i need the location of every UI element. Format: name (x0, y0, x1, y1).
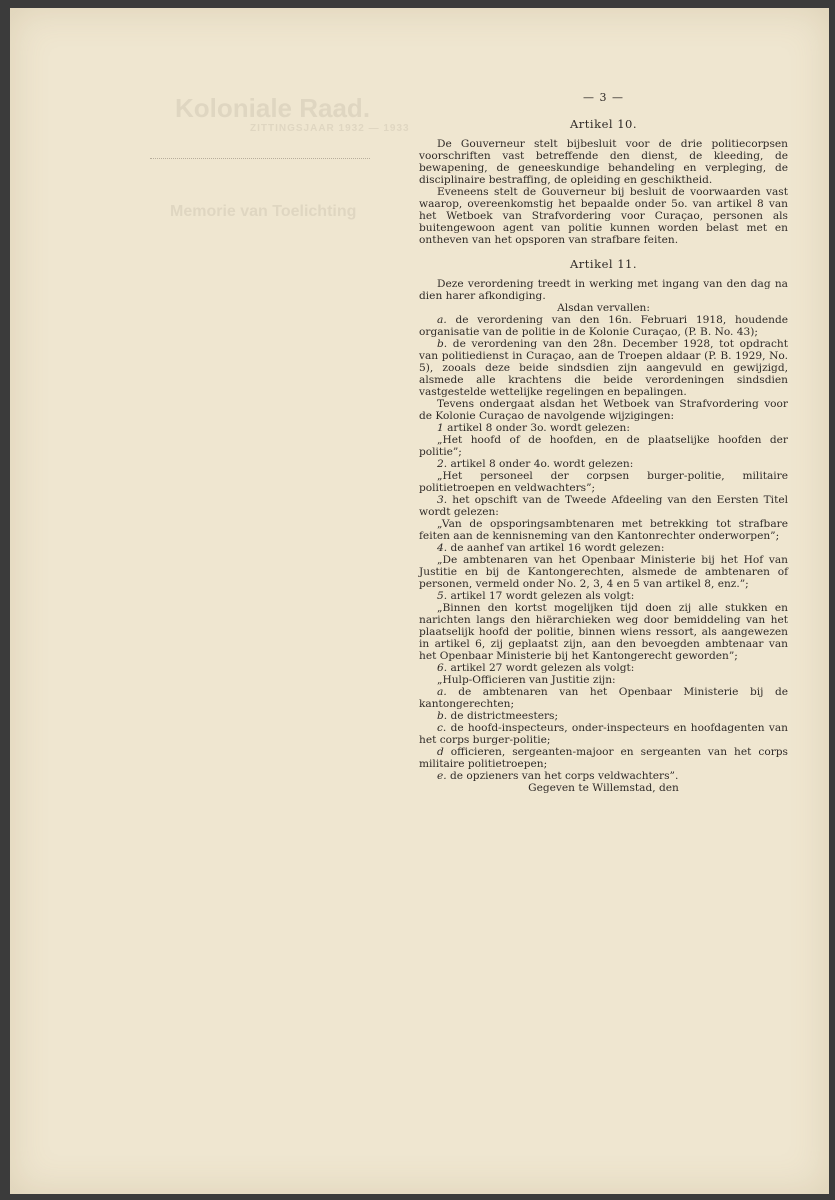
bleed-through-heading: Koloniale Raad. (175, 93, 371, 123)
vervallen-line: Alsdan vervallen: (557, 302, 650, 314)
item-marker: c. (437, 722, 447, 734)
list-item (419, 422, 788, 434)
sub-list-item (419, 770, 788, 782)
item-marker: 3. (437, 494, 448, 506)
item-marker: e. (437, 770, 447, 782)
item-text: de opzieners van het corps veldwachters”. (446, 770, 679, 782)
item-text: de hoofd-inspecteurs, onder-inspecteurs en hoofdagenten van het corps burger-politie; (419, 722, 788, 746)
item-marker: a. (437, 686, 447, 698)
item-text: de districtmeesters; (447, 710, 559, 722)
bleed-through-rule (150, 158, 370, 159)
article-10-paragraph-1: De Gouverneur stelt bijbesluit voor de drie politiecorpsen voorschriften vast betreffende den dienst, de kleeding, de bewapening, de geneeskundige behandeling en verpleging, de disciplinaire bestraffing, de opleiding en geschiktheid. (419, 138, 788, 186)
sub-list-item (419, 710, 788, 722)
tevens-paragraph: Tevens ondergaat alsdan het Wetboek van Strafvordering voor de Kolonie Curaçao de navolgende wijzigingen: (419, 398, 788, 422)
sub-list-item (419, 722, 788, 746)
page-number: — 3 — (583, 91, 624, 104)
item-marker: d (437, 746, 444, 758)
item-marker: b. (437, 338, 448, 350)
list-item (419, 662, 788, 674)
item-text: de ambtenaren van het Openbaar Ministerie bij de kantongerechten; (419, 686, 788, 710)
item-text: de verordening van den 28n. December 1928, tot opdracht van politiedienst in Curaçao, aan de Troepen aldaar (P. B. 1929, No. 5), zooals deze beide sindsdien zijn aangevuld en gewijzigd, alsmede alle krachtens die beide verordeningen sindsdien vastgestelde wettelijke regelingen en bepalingen. (419, 338, 788, 398)
item-text: artikel 27 wordt gelezen als volgt: (447, 662, 635, 674)
list-item (419, 458, 788, 470)
quoted-text: „Binnen den kortst mogelijken tijd doen zij alle stukken en narichten langs den hiërarchieken weg door bemiddeling van het plaatselijk hoofd der politie, binnen wiens ressort, als aangewezen in artikel 6, zij geplaatst zijn, aan den bevoegden ambtenaar van het Openbaar Ministerie bij het Kantongerecht geworden”; (419, 602, 788, 662)
item-marker: 6. (437, 662, 448, 674)
sub-list-item (419, 686, 788, 710)
bleed-through-title: Memorie van Toelichting (170, 203, 357, 220)
item-marker: 2. (437, 458, 448, 470)
item-marker: 4. (437, 542, 448, 554)
text-column (419, 92, 788, 794)
item-marker: 5. (437, 590, 448, 602)
closing-line: Gegeven te Willemstad, den (528, 782, 679, 794)
article-10-heading: Artikel 10. (570, 117, 637, 131)
quoted-text: „Het hoofd of de hoofden, en de plaatselijke hoofden der politie”; (419, 434, 788, 458)
item-text: de aanhef van artikel 16 wordt gelezen: (447, 542, 665, 554)
item-text: artikel 8 onder 3o. wordt gelezen: (443, 422, 630, 434)
item-text: artikel 17 wordt gelezen als volgt: (447, 590, 635, 602)
quoted-text: „De ambtenaren van het Openbaar Ministerie bij het Hof van Justitie en bij de Kantongerechten, alsmede de ambtenaren of personen, vermeld onder No. 2, 3, 4 en 5 van artikel 8, enz.”; (419, 554, 788, 590)
list-item (419, 338, 788, 398)
quoted-text: „Het personeel der corpsen burger-politie, militaire politietroepen en veldwachters”; (419, 470, 788, 494)
item-text: de verordening van den 16n. Februari 1918, houdende organisatie van de politie in de Kolonie Curaçao, (P. B. No. 43); (419, 314, 788, 338)
item-marker: 1 (437, 422, 444, 434)
item-marker: a. (437, 314, 447, 326)
item-text: het opschift van de Tweede Afdeeling van den Eersten Titel wordt gelezen: (419, 494, 788, 518)
item-marker: b. (437, 710, 448, 722)
list-item (419, 590, 788, 602)
bleed-through-subheading: ZITTINGSJAAR 1932 — 1933 (250, 123, 410, 134)
document-page (10, 8, 829, 1194)
article-11-heading: Artikel 11. (570, 257, 637, 271)
article-11-paragraph-1: Deze verordening treedt in werking met ingang van den dag na dien harer afkondiging. (419, 278, 788, 302)
sub-list-item (419, 746, 788, 770)
quoted-text: „Hulp-Officieren van Justitie zijn: (437, 674, 616, 686)
item-text: officieren, sergeanten-majoor en sergeanten van het corps militaire politietroepen; (419, 746, 788, 770)
quoted-text: „Van de opsporingsambtenaren met betrekking tot strafbare feiten aan de kennisneming van den Kantonrechter onderworpen”; (419, 518, 788, 542)
item-text: artikel 8 onder 4o. wordt gelezen: (447, 458, 634, 470)
list-item (419, 494, 788, 518)
list-item (419, 542, 788, 554)
list-item (419, 314, 788, 338)
article-10-paragraph-2: Eveneens stelt de Gouverneur bij besluit de voorwaarden vast waarop, overeenkomstig het bepaalde onder 5o. van artikel 8 van het Wetboek van Strafvordering voor Curaçao, personen als buitengewoon agent van politie kunnen worden belast met en ontheven van het opsporen van strafbare feiten. (419, 186, 788, 246)
